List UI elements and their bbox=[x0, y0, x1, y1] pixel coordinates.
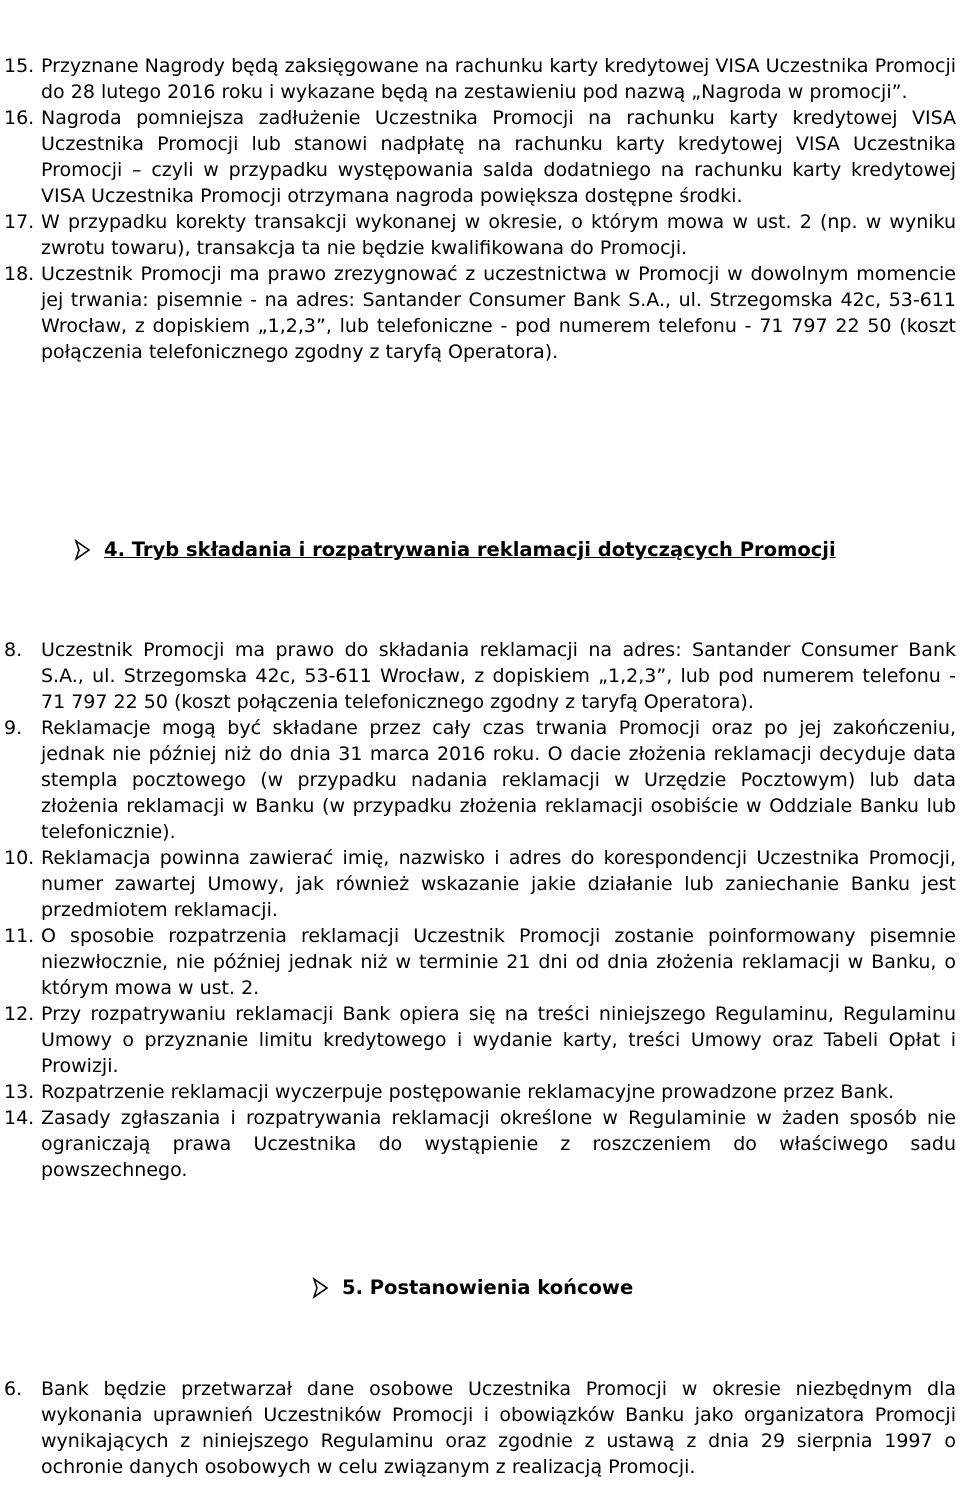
item-text: Przyznane Nagrody będą zaksięgowane na rachunku karty kredytowej VISA Uczestnika Promocji do 28 lutego 2016 roku i wykazane będą na zestawieniu pod nazwą „Nagroda w promocji”. bbox=[41, 55, 956, 103]
list-item bbox=[0, 1001, 960, 1079]
section-title: 5. Postanowienia końcowe bbox=[342, 1276, 634, 1299]
item-number: 16. bbox=[4, 107, 35, 129]
list-item bbox=[0, 105, 960, 209]
item-text: Reklamacje mogą być składane przez cały czas trwania Promocji oraz po jej zakończeniu, jednak nie później niż do dnia 31 marca 2016 roku. O dacie złożenia reklamacji decyduje data stempla pocztowego (w przypadku nadania reklamacji w Urzędzie Pocztowym) lub data złożenia reklamacji w Banku (w przypadku złożenia reklamacji osobiście w Oddziale Banku lub telefonicznie). bbox=[41, 717, 956, 843]
item-text: Uczestnik Promocji ma prawo zrezygnować z uczestnictwa w Promocji w dowolnym momencie jej trwania: pisemnie - na adres: Santander Consumer Bank S.A., ul. Strzegomska 42c, 53-611 Wrocław, z dopiskiem „1,2,3”, lub telefoniczne - pod numerem telefonu - 71 797 22 50 (koszt połączenia telefonicznego zgodny z taryfą Operatora). bbox=[41, 263, 956, 363]
item-text: W przypadku korekty transakcji wykonanej w okresie, o którym mowa w ust. 2 (np. w wyniku zwrotu towaru), transakcja ta nie będzie kwalifikowana do Promocji. bbox=[41, 211, 956, 259]
item-text: Rozpatrzenie reklamacji wyczerpuje postępowanie reklamacyjne prowadzone przez Bank. bbox=[41, 1081, 895, 1103]
item-text: Nagroda pomniejsza zadłużenie Uczestnika Promocji na rachunku karty kredytowej VISA Uczestnika Promocji lub stanowi nadpłatę na rachunku karty kredytowej VISA Uczestnika Promocji – czyli w przypadku występowania salda dodatniego na rachunku karty kredytowej VISA Uczestnika Promocji otrzymana nagroda powiększa dostępne środki. bbox=[41, 107, 956, 207]
item-number: 6. bbox=[4, 1378, 23, 1400]
list-item bbox=[0, 1105, 960, 1183]
arrow-bullet-icon bbox=[74, 539, 92, 561]
list-item bbox=[0, 923, 960, 1001]
item-text: O sposobie rozpatrzenia reklamacji Uczestnik Promocji zostanie poinformowany pisemnie niezwłocznie, nie później jednak niż w terminie 21 dni od dnia złożenia reklamacji w Banku, o którym mowa w ust. 2. bbox=[41, 925, 956, 999]
section-title: 4. Tryb składania i rozpatrywania reklamacji dotyczących Promocji bbox=[104, 538, 836, 561]
item-number: 17. bbox=[4, 211, 35, 233]
item-text: Bank będzie przetwarzał dane osobowe Uczestnika Promocji w okresie niezbędnym dla wykonania uprawnień Uczestników Promocji i obowiązków Banku jako organizatora Promocji wynikających z niniejszego Regulaminu oraz zgodnie z ustawą z dnia 29 sierpnia 1997 o ochronie danych osobowych w celu związanym z realizacją Promocji. bbox=[41, 1378, 956, 1478]
list-item bbox=[0, 1079, 960, 1105]
list-item bbox=[0, 845, 960, 923]
list-item bbox=[0, 715, 960, 845]
list-item bbox=[0, 261, 960, 365]
item-number: 14. bbox=[4, 1107, 35, 1129]
item-number: 12. bbox=[4, 1003, 35, 1025]
item-number: 11. bbox=[4, 925, 35, 947]
item-number: 9. bbox=[4, 717, 23, 739]
item-number: 8. bbox=[4, 639, 23, 661]
item-text: Uczestnik Promocji ma prawo do składania reklamacji na adres: Santander Consumer Bank S.A., ul. Strzegomska 42c, 53-611 Wrocław, z dopiskiem „1,2,3”, lub pod numerem telefonu - 71 797 22 50 (koszt połączenia telefonicznego zgodny z taryfą Operatora). bbox=[41, 639, 956, 713]
list-item bbox=[0, 53, 960, 105]
list-item bbox=[0, 209, 960, 261]
section3-list bbox=[0, 53, 960, 365]
section4-list bbox=[0, 637, 960, 1183]
list-item bbox=[0, 637, 960, 715]
item-number: 18. bbox=[4, 263, 35, 285]
item-number: 13. bbox=[4, 1081, 35, 1103]
item-text: Reklamacja powinna zawierać imię, nazwisko i adres do korespondencji Uczestnika Promocji, numer zawartej Umowy, jak również wskazanie jakie działanie lub zaniechanie Banku jest przedmiotem reklamacji. bbox=[41, 847, 956, 921]
section5-list bbox=[0, 1376, 960, 1480]
item-number: 10. bbox=[4, 847, 35, 869]
list-item bbox=[0, 1376, 960, 1480]
item-number: 15. bbox=[4, 55, 35, 77]
arrow-bullet-icon bbox=[312, 1277, 330, 1299]
item-text: Przy rozpatrywaniu reklamacji Bank opiera się na treści niniejszego Regulaminu, Regulaminu Umowy o przyznanie limitu kredytowego i wydanie karty, treści Umowy oraz Tabeli Opłat i Prowizji. bbox=[41, 1003, 956, 1077]
item-text: Zasady zgłaszania i rozpatrywania reklamacji określone w Regulaminie w żaden sposób nie ograniczają prawa Uczestnika do wystąpienie z roszczeniem do właściwego sadu powszechnego. bbox=[41, 1107, 956, 1181]
